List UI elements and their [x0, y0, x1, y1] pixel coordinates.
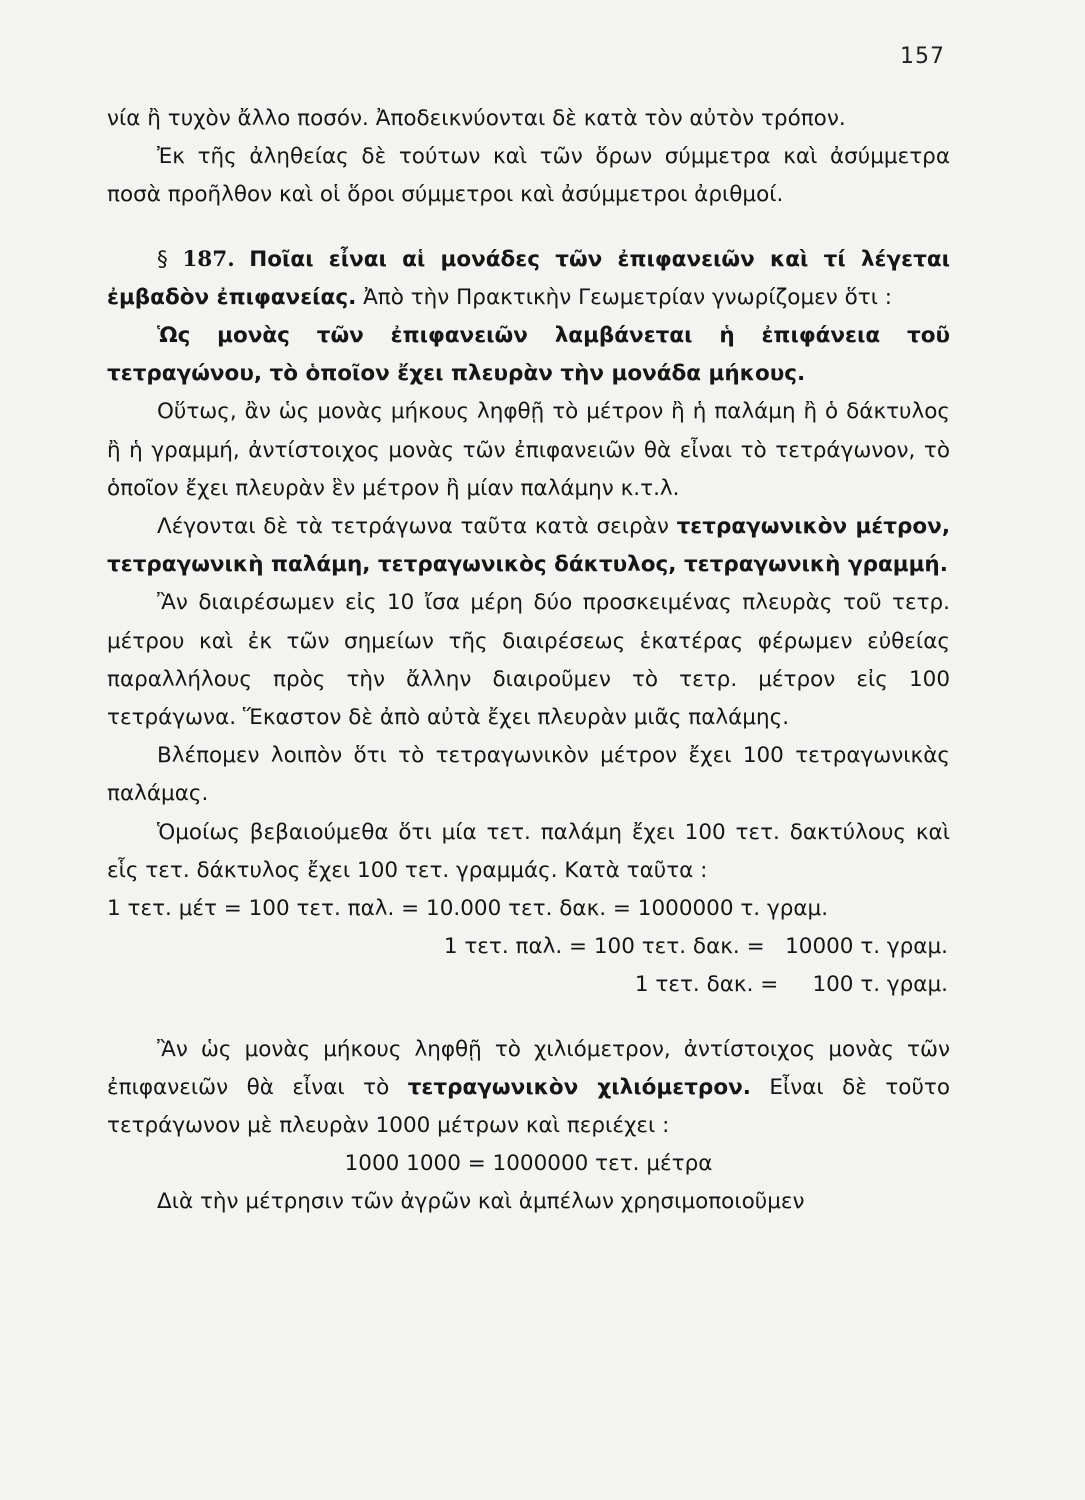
- equation-square-km: 1000 1000 = 1000000 τετ. μέτρα: [344, 1151, 713, 1177]
- section-heading: Ποῖαι εἶναι αἱ μονάδες τῶν ἐπιφανειῶν καὶ τί λέγεται ἐμβαδὸν ἐπιφανείας.: [107, 246, 950, 310]
- paragraph-fields: Διὰ τὴν μέτρησιν τῶν ἀγρῶν καὶ ἀμπέλων χρησιμοποιοῦμεν: [157, 1189, 805, 1215]
- paragraph-conclusion: Βλέπομεν λοιπὸν ὅτι τὸ τετραγωνικὸν μέτρον ἔχει 100 τετραγωνικὰς παλάμας.: [107, 743, 950, 807]
- paragraph-square-kilometer: [107, 1031, 950, 1146]
- section-text: Ἀπὸ τὴν Πρακτικὴν Γεωμετρίαν γνωρίζομεν ὅτι :: [363, 284, 893, 310]
- section-187: [107, 241, 950, 317]
- definition-unit-area: Ὡς μονὰς τῶν ἐπιφανειῶν λαμβάνεται ἡ ἐπιφάνεια τοῦ τετραγώνου, τὸ ὁποῖον ἔχει πλευρὰν τὴν μονάδα μήκους.: [107, 323, 950, 387]
- square-km-term: τετραγωνικὸν χιλιόμετρον.: [407, 1074, 751, 1100]
- section-number: 187.: [182, 246, 235, 272]
- paragraph-commensurable: Ἐκ τῆς ἀληθείας δὲ τούτων καὶ τῶν ὅρων σύμμετρα καὶ ἀσύμμετρα ποσὰ προῆλθον καὶ οἱ ὅροι σύμμετροι καὶ ἀσύμμετροι ἀριθμοί.: [107, 144, 950, 208]
- unit-names-lead: Λέγονται δὲ τὰ τετράγωνα ταῦτα κατὰ σειρὰν: [157, 514, 669, 540]
- paragraph-unit-names: [107, 508, 950, 584]
- unit-names-terms: τετραγωνικὸν μέτρον, τετραγωνικὴ παλάμη, τετραγωνικὸς δάκτυλος, τετραγωνικὴ γραμμή.: [107, 514, 950, 578]
- paragraph-similarly: Ὁμοίως βεβαιούμεθα ὅτι μία τετ. παλάμη ἔχει 100 τετ. δακτύλους καὶ εἷς τετ. δάκτυλος ἔχει 100 τετ. γραμμάς. Κατὰ ταῦτα :: [107, 819, 950, 883]
- body-text: [107, 100, 950, 1222]
- paragraph-units-example: Οὕτως, ἂν ὡς μονὰς μήκους ληφθῇ τὸ μέτρον ἢ ἡ παλάμη ἢ ὁ δάκτυλος ἢ ἡ γραμμή, ἀντίστοιχος μονὰς τῶν ἐπιφανειῶν θὰ εἶναι τὸ τετράγωνον, τὸ ὁποῖον ἔχει πλευρὰν ἓν μέτρον ἢ μίαν παλάμην κ.τ.λ.: [107, 399, 950, 501]
- square-km-tail: Εἶναι δὲ τοῦτο τετράγωνον μὲ πλευρὰν 1000 μέτρων καὶ περιέχει :: [107, 1074, 950, 1139]
- equation-square-finger: 1 τετ. δακ. = 100 τ. γραμ.: [634, 972, 948, 998]
- equation-square-meter: 1 τετ. μέτ = 100 τετ. παλ. = 10.000 τετ. δακ. = 1000000 τ. γραμ.: [107, 896, 829, 922]
- square-km-lead: Ἂν ὡς μονὰς μήκους ληφθῇ τὸ χιλιόμετρον, ἀντίστοιχος μονὰς τῶν ἐπιφανειῶν θὰ εἶναι τὸ: [107, 1036, 950, 1100]
- equation-square-palm: 1 τετ. παλ. = 100 τετ. δακ. = 10000 τ. γραμ.: [443, 934, 948, 960]
- section-symbol: §: [157, 246, 168, 272]
- paragraph-division: Ἂν διαιρέσωμεν εἰς 10 ἴσα μέρη δύο προσκειμένας πλευρὰς τοῦ τετρ. μέτρου καὶ ἐκ τῶν σημείων τῆς διαιρέσεως ἑκατέρας φέρωμεν εὐθείας παραλλήλους πρὸς τὴν ἄλλην διαιροῦμεν τὸ τετρ. μέτρον εἰς 100 τετράγωνα. Ἕκαστον δὲ ἀπὸ αὐτὰ ἔχει πλευρὰν μιᾶς παλάμης.: [107, 590, 950, 731]
- paragraph-continuation: νία ἢ τυχὸν ἄλλο ποσόν. Ἀποδεικνύονται δὲ κατὰ τὸν αὐτὸν τρόπον.: [107, 106, 846, 131]
- page-number: 157: [900, 44, 945, 69]
